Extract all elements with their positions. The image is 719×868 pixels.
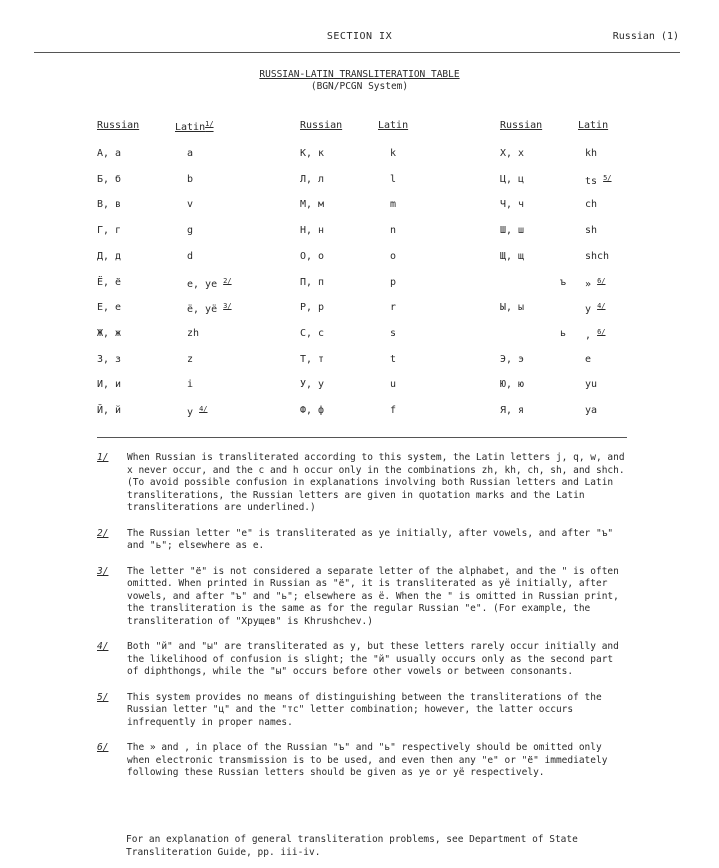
table-title — [0, 69, 719, 93]
russian-letter: Н, н — [300, 225, 325, 237]
latin-value: i — [187, 379, 194, 391]
russian-letter: О, о — [300, 250, 325, 262]
latin-value: ë, yë — [187, 304, 218, 316]
footnotes — [97, 452, 627, 793]
latin-transliteration — [187, 302, 232, 315]
footnote-marker: 3/ — [97, 565, 109, 577]
russian-letter: Б, б — [97, 173, 122, 185]
latin-value: sh — [585, 225, 598, 237]
latin-transliteration — [390, 174, 396, 185]
russian-letter: М, м — [300, 199, 325, 211]
latin-value: a — [187, 148, 194, 159]
latin-transliteration — [585, 277, 606, 290]
russian-letter: Х, х — [500, 148, 525, 159]
latin-value: d — [187, 250, 194, 262]
russian-letter: Ш, ш — [500, 225, 525, 237]
col1-russian-header: Russian — [97, 120, 140, 131]
latin-transliteration — [187, 174, 193, 185]
footnote — [97, 566, 627, 629]
latin-value: ch — [585, 199, 598, 211]
col1-latin-header-text: Latin — [175, 122, 206, 133]
latin-transliteration — [187, 379, 193, 390]
latin-transliteration — [585, 148, 597, 159]
latin-transliteration — [585, 328, 606, 341]
latin-transliteration — [187, 199, 193, 210]
footnote — [97, 742, 627, 780]
latin-value: shch — [585, 250, 610, 262]
col2-latin-header: Latin — [378, 120, 409, 131]
latin-value: ya — [585, 405, 598, 416]
latin-value: g — [187, 225, 194, 237]
latin-value: u — [390, 379, 397, 391]
latin-transliteration — [585, 251, 609, 262]
footnote-text: Both "й" and "ы" are transliterated as y, but these letters rarely occur initially and the likelihood of confusion is slight; the "й" usually occurs only as the second part of diphthongs, while the "ы" occurs before other vowels or between consonants. — [127, 641, 619, 677]
latin-transliteration — [585, 302, 606, 315]
latin-value: , — [585, 329, 592, 341]
footnote — [97, 528, 627, 553]
latin-transliteration — [585, 354, 591, 365]
latin-transliteration — [390, 148, 396, 159]
russian-letter: У, у — [300, 379, 325, 391]
col3-latin-header: Latin — [578, 120, 609, 131]
latin-transliteration — [390, 251, 396, 262]
footer-text: For an explanation of general transliteration problems, see Department of State Transliteration Guide, pp. iii-iv. — [126, 834, 578, 858]
latin-value: m — [390, 199, 397, 211]
latin-transliteration — [187, 328, 199, 339]
russian-letter: Й, й — [97, 405, 122, 416]
footnote-marker: 5/ — [97, 691, 109, 703]
russian-letter: Ц, ц — [500, 173, 525, 185]
footnote-ref: 2/ — [223, 276, 232, 285]
footnote-marker: 2/ — [97, 527, 109, 539]
latin-transliteration — [187, 225, 193, 236]
russian-letter: Р, р — [300, 302, 325, 314]
col2-russian-header: Russian — [300, 120, 343, 131]
table-title-line1: RUSSIAN-LATIN TRANSLITERATION TABLE — [259, 69, 460, 80]
table-title-line2: (BGN/PCGN System) — [310, 81, 409, 92]
russian-letter: Ч, ч — [500, 199, 525, 211]
russian-letter: Л, л — [300, 173, 325, 185]
latin-value: zh — [187, 327, 200, 339]
latin-transliteration — [585, 199, 597, 210]
latin-value: r — [390, 302, 397, 314]
latin-transliteration — [187, 405, 208, 418]
russian-letter: К, к — [300, 148, 325, 159]
footnote-ref: 5/ — [603, 173, 612, 182]
page-label: Russian (1) — [612, 31, 679, 42]
latin-transliteration — [390, 379, 396, 390]
russian-letter: ъ — [560, 276, 567, 288]
russian-letter: Т, т — [300, 353, 325, 365]
latin-transliteration — [390, 277, 396, 288]
section-heading: SECTION IX — [326, 31, 393, 42]
russian-letter: П, п — [300, 276, 325, 288]
col1-latin-header — [175, 120, 214, 133]
footnote-text: The letter "ё" is not considered a separate letter of the alphabet, and the " is often omitted. When printed in Russian as "ё", it is transliterated as yë initially, after vowels, and after "ъ" and "ь"; elsewhere as ë. When the " is omitted in Russian print, the transliteration is the same as for the regular Russian "е". (For example, the transliteration of "Хрущев" is Khrushchev.) — [127, 565, 619, 627]
latin-transliteration — [390, 199, 396, 210]
latin-value: yu — [585, 379, 598, 391]
latin-value: z — [187, 353, 194, 365]
latin-value: l — [390, 173, 397, 185]
russian-letter: Ы, ы — [500, 302, 525, 314]
latin-value: t — [390, 353, 397, 365]
latin-transliteration — [187, 277, 232, 290]
latin-transliteration — [585, 405, 597, 416]
russian-letter: Ф, ф — [300, 405, 325, 416]
latin-transliteration — [390, 225, 396, 236]
latin-value: » — [585, 278, 592, 290]
latin-value: k — [390, 148, 397, 159]
footnote — [97, 641, 627, 679]
russian-letter: ь — [560, 327, 567, 339]
footnote-ref: 6/ — [597, 276, 606, 285]
footnote-ref: 6/ — [597, 327, 606, 336]
col3-russian-header: Russian — [500, 120, 543, 131]
russian-letter: Я, я — [500, 405, 525, 416]
russian-letter: И, и — [97, 379, 122, 391]
latin-value: ts — [585, 175, 598, 187]
latin-transliteration — [390, 328, 396, 339]
latin-transliteration — [585, 174, 612, 187]
latin-transliteration — [187, 251, 193, 262]
russian-letter: Д, д — [97, 250, 122, 262]
latin-transliteration — [187, 354, 193, 365]
notes-divider — [97, 437, 627, 438]
footnote — [97, 452, 627, 515]
footnote-marker: 4/ — [97, 641, 109, 652]
footnote-ref: 4/ — [597, 302, 606, 311]
latin-value: e — [585, 353, 592, 365]
russian-letter: Щ, щ — [500, 250, 525, 262]
latin-value: o — [390, 250, 397, 262]
latin-transliteration — [390, 405, 396, 416]
footnote — [97, 692, 627, 730]
russian-letter: Ж, ж — [97, 327, 122, 339]
latin-transliteration — [585, 379, 597, 390]
latin-value: s — [390, 327, 397, 339]
col1-latin-header-note: 1/ — [205, 120, 214, 128]
footnote-marker: 1/ — [97, 452, 109, 463]
russian-letter: Ё, ё — [97, 276, 122, 288]
latin-transliteration — [390, 302, 396, 313]
russian-letter: Г, г — [97, 225, 122, 237]
latin-value: b — [187, 173, 194, 185]
russian-letter: С, с — [300, 327, 325, 339]
latin-value: p — [390, 276, 397, 288]
footnote-ref: 3/ — [223, 302, 232, 311]
latin-value: n — [390, 225, 397, 237]
footnote-text: This system provides no means of distinguishing between the transliterations of the Russian letter "ц" and the "тс" letter combination; however, the latter occurs infrequently in proper names. — [127, 691, 602, 728]
latin-value: y — [585, 304, 592, 316]
latin-value: f — [390, 405, 397, 416]
footnote-marker: 6/ — [97, 742, 109, 753]
latin-value: y — [187, 407, 194, 418]
footnote-text: When Russian is transliterated according to this system, the Latin letters j, q, w, and x never occur, and the c and h occur only in the combinations zh, kh, ch, sh, and shch. (To avoid possible confusion in explanations involving both Russian letters and Latin transliterations, the Russian letters are given in quotation marks and the Latin transliterations are underlined.) — [127, 452, 625, 513]
latin-transliteration — [390, 354, 396, 365]
russian-letter: Ю, ю — [500, 379, 525, 391]
latin-value: kh — [585, 148, 598, 159]
latin-transliteration — [585, 225, 597, 236]
footnote-text: The » and , in place of the Russian "ъ" and "ь" respectively should be omitted only when electronic transmission is to be used, and even then any "е" or "ё" immediately following these Russian letters should be given as ye or yë respectively. — [127, 742, 608, 778]
footnote-text: The Russian letter "е" is transliterated as ye initially, after vowels, and after "ъ" and "ь"; elsewhere as e. — [127, 527, 614, 551]
footnote-ref: 4/ — [199, 405, 208, 413]
russian-letter: В, в — [97, 199, 122, 211]
russian-letter: А, а — [97, 148, 122, 159]
latin-value: v — [187, 199, 194, 211]
latin-value: e, ye — [187, 278, 218, 290]
russian-letter: Е, е — [97, 302, 122, 314]
russian-letter: З, з — [97, 353, 122, 365]
latin-transliteration — [187, 148, 193, 159]
header-divider — [34, 52, 680, 53]
russian-letter: Э, э — [500, 353, 525, 365]
